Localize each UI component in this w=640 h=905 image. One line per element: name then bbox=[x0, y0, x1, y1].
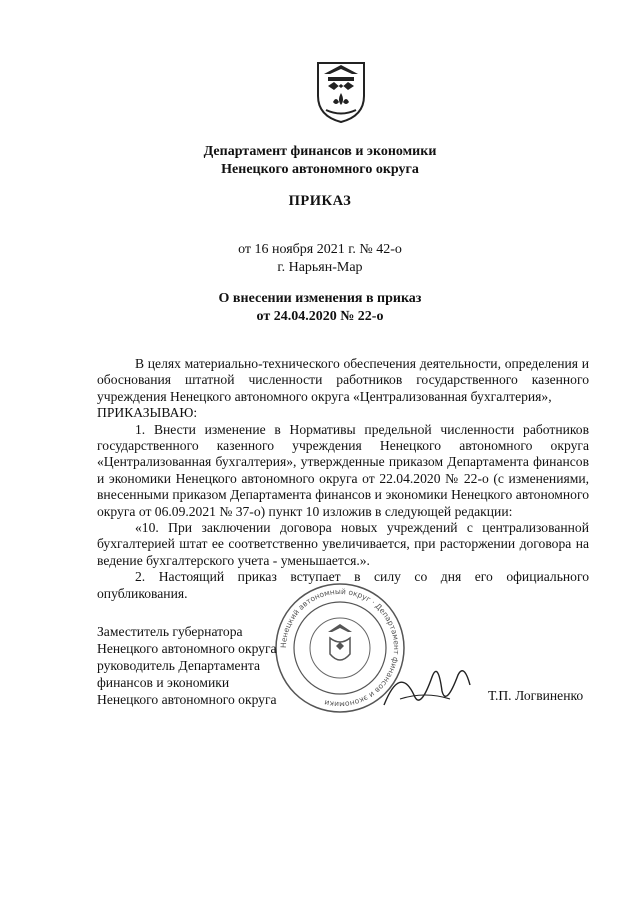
intro-paragraph: В целях материально-технического обеспечения деятельности, определения и обоснования штатной численности работников государственного казенного учреждения Ненецкого автономного округа «Централизованная бухгалтерия», bbox=[97, 356, 589, 404]
position-line-4: финансов и экономики bbox=[97, 675, 230, 690]
item-1-quote: «10. При заключении договора новых учреждений с централизованной бухгалтерией штат ее соответственно увеличивается, при расторжении договора на ведение бухгалтерского учета - уменьшается.». bbox=[97, 520, 589, 568]
signatory-name: Т.П. Логвиненко bbox=[488, 688, 584, 703]
nenets-coat-of-arms-icon bbox=[314, 60, 368, 124]
item-2-paragraph: 2. Настоящий приказ вступает в силу со дня его официального опубликования. bbox=[97, 569, 589, 601]
department-name bbox=[0, 143, 640, 179]
handwritten-signature-icon bbox=[380, 655, 490, 715]
seal-outer-text: Ненецкий автономный округ · Департамент финансов и экономики bbox=[278, 586, 402, 710]
order-body bbox=[97, 356, 589, 602]
position-line-1: Заместитель губернатора bbox=[97, 624, 243, 639]
department-line-1: Департамент финансов и экономики bbox=[203, 144, 437, 159]
command-word: ПРИКАЗЫВАЮ: bbox=[97, 405, 198, 421]
order-city: г. Нарьян-Мар bbox=[277, 260, 363, 275]
order-meta bbox=[0, 241, 640, 277]
item-1-paragraph: 1. Внести изменение в Нормативы предельной численности работников государственного казенного учреждения Ненецкого автономного округа «Централизованная бухгалтерия», утвержденные приказом Департамента финансов и экономики Ненецкого автономного округа от 22.04.2020 № 22-о (с изменениями, внесенными приказом Департамента финансов и экономики Ненецкого автономного округа от 06.09.2021 № 37-о) пункт 10 изложив в следующей редакции: bbox=[97, 421, 589, 519]
order-date-number: от 16 ноября 2021 г. № 42-о bbox=[238, 242, 402, 257]
order-title: ПРИКАЗ bbox=[288, 193, 352, 209]
position-line-5: Ненецкого автономного округа bbox=[97, 692, 277, 707]
order-subject bbox=[0, 290, 640, 326]
position-line-3: руководитель Департамента bbox=[97, 658, 260, 673]
signatory-position bbox=[97, 623, 277, 708]
subject-line-2: от 24.04.2020 № 22-о bbox=[256, 309, 384, 324]
position-line-2: Ненецкого автономного округа bbox=[97, 641, 277, 656]
department-line-2: Ненецкого автономного округа bbox=[221, 162, 419, 177]
subject-line-1: О внесении изменения в приказ bbox=[218, 291, 422, 306]
